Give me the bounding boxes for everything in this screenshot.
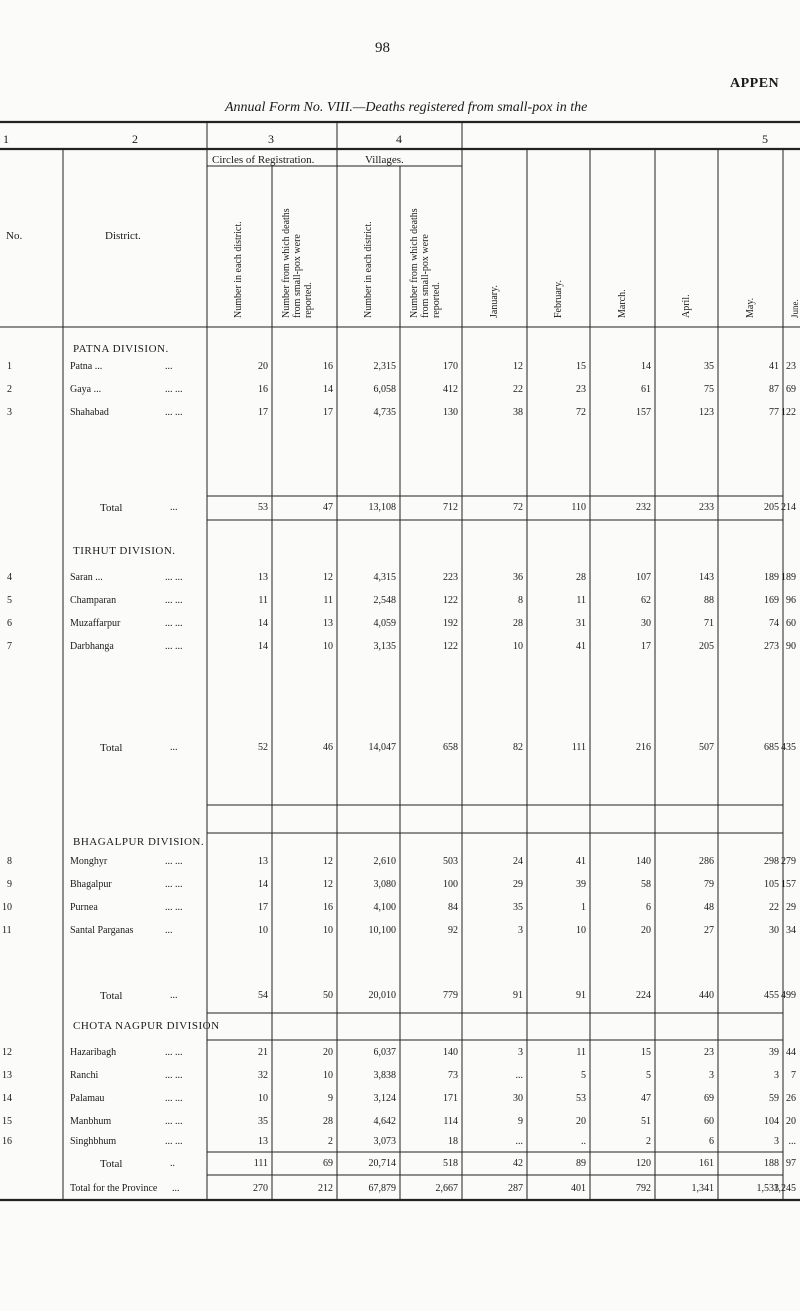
table-cell: 53 (576, 1093, 586, 1104)
total-cell: 518 (443, 1158, 458, 1169)
grand-total-cell: 1,533 (756, 1183, 779, 1194)
table-cell: 10 (323, 925, 333, 936)
header-june: June. (790, 299, 800, 318)
leader-dots: ... ... (165, 595, 183, 606)
table-cell: 122 (443, 641, 458, 652)
division-title: CHOTA NAGPUR DIVISION (73, 1020, 220, 1032)
table-cell: 35 (513, 902, 523, 913)
total-cell: 440 (699, 990, 714, 1001)
table-cell: 88 (704, 595, 714, 606)
table-cell: 13 (258, 572, 268, 583)
total-label: Total (100, 742, 123, 754)
table-cell: 71 (704, 618, 714, 629)
district-name: Saran ... (70, 572, 103, 583)
table-cell: 1 (581, 902, 586, 913)
table-cell: 3,135 (373, 641, 396, 652)
page-number: 98 (375, 40, 390, 56)
table-cell: 6 (709, 1136, 714, 1147)
total-label: Total (100, 502, 123, 514)
table-cell: 34 (786, 925, 796, 936)
table-cell: 104 (764, 1116, 779, 1127)
table-cell: 11 (576, 595, 586, 606)
row-number: 11 (2, 925, 12, 936)
row-number: 2 (7, 384, 12, 395)
total-cell: 97 (786, 1158, 796, 1169)
table-cell: 39 (576, 879, 586, 890)
table-cell: 14 (258, 641, 268, 652)
grand-total-cell: 792 (636, 1183, 651, 1194)
leader-dots: ... ... (165, 1070, 183, 1081)
total-cell: 111 (571, 742, 586, 753)
total-cell: 205 (764, 502, 779, 513)
table-cell: 28 (513, 618, 523, 629)
district-name: Bhagalpur (70, 879, 112, 890)
total-cell: 111 (253, 1158, 268, 1169)
column-number: 4 (396, 132, 402, 146)
total-cell: 89 (576, 1158, 586, 1169)
leader-dots: ... ... (165, 1093, 183, 1104)
table-cell: 100 (443, 879, 458, 890)
leader-dots: ... ... (165, 641, 183, 652)
table-cell: 170 (443, 361, 458, 372)
table-cell: 16 (323, 361, 333, 372)
leader-dots: ... ... (165, 572, 183, 583)
header-january: January. (489, 285, 500, 318)
appendix-heading: APPEN (730, 76, 780, 91)
table-cell: 140 (636, 856, 651, 867)
leader-dots: ... (170, 990, 178, 1001)
table-cell: 17 (258, 407, 268, 418)
table-cell: 6,037 (373, 1047, 396, 1058)
table-cell: 12 (323, 879, 333, 890)
table-cell: 39 (769, 1047, 779, 1058)
total-cell: 161 (699, 1158, 714, 1169)
district-name: Gaya ... (70, 384, 102, 395)
division-title: TIRHUT DIVISION. (73, 545, 176, 557)
total-cell: 20,714 (368, 1158, 396, 1169)
total-cell: 91 (576, 990, 586, 1001)
table-cell: 23 (576, 384, 586, 395)
table-cell: 35 (258, 1116, 268, 1127)
table-cell: 22 (513, 384, 523, 395)
row-number: 5 (7, 595, 12, 606)
column-number: 3 (268, 132, 274, 146)
leader-dots: ... ... (165, 879, 183, 890)
row-number: 16 (2, 1136, 12, 1147)
district-name: Patna ... (70, 361, 103, 372)
total-cell: 712 (443, 502, 458, 513)
table-cell: 22 (769, 902, 779, 913)
total-cell: 658 (443, 742, 458, 753)
grand-total-cell: 270 (253, 1183, 268, 1194)
total-cell: 42 (513, 1158, 523, 1169)
total-cell: 233 (699, 502, 714, 513)
table-cell: ... (788, 1136, 796, 1147)
leader-dots: ... (172, 1183, 180, 1194)
table-cell: 41 (576, 641, 586, 652)
table-cell: 10 (258, 925, 268, 936)
total-cell: 54 (258, 990, 268, 1001)
table-cell: 503 (443, 856, 458, 867)
district-name: Muzaffarpur (70, 618, 121, 629)
total-cell: 455 (764, 990, 779, 1001)
table-cell: 105 (764, 879, 779, 890)
table-cell: 28 (576, 572, 586, 583)
total-cell: 110 (571, 502, 586, 513)
row-number: 7 (7, 641, 12, 652)
total-cell: 779 (443, 990, 458, 1001)
table-cell: 38 (513, 407, 523, 418)
table-cell: 3,080 (373, 879, 396, 890)
table-cell: 10 (258, 1093, 268, 1104)
table-cell: 62 (641, 595, 651, 606)
header-villages: Villages. (365, 154, 404, 166)
row-number: 13 (2, 1070, 12, 1081)
grand-total-cell: 67,879 (368, 1183, 396, 1194)
table-cell: 2 (646, 1136, 651, 1147)
column-number: 5 (762, 132, 768, 146)
table-cell: 13 (258, 856, 268, 867)
table-cell: 5 (581, 1070, 586, 1081)
table-cell: 61 (641, 384, 651, 395)
table-cell: 12 (323, 572, 333, 583)
table-cell: 73 (448, 1070, 458, 1081)
row-number: 10 (2, 902, 12, 913)
table-cell: 69 (704, 1093, 714, 1104)
district-name: Palamau (70, 1093, 105, 1104)
table-cell: 4,735 (373, 407, 396, 418)
header-villages-deaths: Number from which deaths from small-pox were reported. (409, 208, 442, 318)
table-cell: 223 (443, 572, 458, 583)
header-may: May. (745, 297, 756, 318)
table-cell: 122 (781, 407, 796, 418)
total-cell: 685 (764, 742, 779, 753)
table-cell: 5 (646, 1070, 651, 1081)
leader-dots: ... (170, 502, 178, 513)
table-cell: 30 (641, 618, 651, 629)
table-cell: 3,073 (373, 1136, 396, 1147)
header-circles-deaths: Number from which deaths from small-pox were reported. (281, 208, 314, 318)
table-cell: 123 (699, 407, 714, 418)
leader-dots: ... (165, 925, 173, 936)
table-cell: 27 (704, 925, 714, 936)
table-cell: 96 (786, 595, 796, 606)
form-title: Annual Form No. VIII.—Deaths registered from small-pox in the (225, 100, 588, 115)
total-cell: 120 (636, 1158, 651, 1169)
division-title: PATNA DIVISION. (73, 343, 169, 355)
district-name: Ranchi (70, 1070, 99, 1081)
table-cell: 29 (786, 902, 796, 913)
table-cell: 28 (323, 1116, 333, 1127)
table-cell: 41 (576, 856, 586, 867)
table-cell: 6,058 (373, 384, 396, 395)
table-cell: 75 (704, 384, 714, 395)
table-cell: 20 (786, 1116, 796, 1127)
table-cell: 18 (448, 1136, 458, 1147)
table-cell: 122 (443, 595, 458, 606)
total-cell: 232 (636, 502, 651, 513)
table-cell: 92 (448, 925, 458, 936)
table-cell: 77 (769, 407, 779, 418)
table-cell: 16 (323, 902, 333, 913)
table-cell: 14 (323, 384, 333, 395)
grand-total-cell: 401 (571, 1183, 586, 1194)
total-cell: 224 (636, 990, 651, 1001)
table-cell: 60 (786, 618, 796, 629)
row-number: 12 (2, 1047, 12, 1058)
table-cell: 21 (258, 1047, 268, 1058)
table-cell: 412 (443, 384, 458, 395)
table-cell: 9 (328, 1093, 333, 1104)
table-cell: 10 (576, 925, 586, 936)
table-cell: 3 (709, 1070, 714, 1081)
division-title: BHAGALPUR DIVISION. (73, 836, 205, 848)
table-cell: 143 (699, 572, 714, 583)
table-cell: 7 (791, 1070, 796, 1081)
table-cell: 3,838 (373, 1070, 396, 1081)
table-cell: 90 (786, 641, 796, 652)
table-cell: 2,610 (373, 856, 396, 867)
total-cell: 53 (258, 502, 268, 513)
table-cell: 20 (258, 361, 268, 372)
table-cell: 130 (443, 407, 458, 418)
leader-dots: ... ... (165, 384, 183, 395)
grand-total-label: Total for the Province (70, 1183, 158, 1194)
table-cell: 273 (764, 641, 779, 652)
district-name: Hazaribagh (70, 1047, 117, 1058)
table-cell: 192 (443, 618, 458, 629)
table-cell: 11 (323, 595, 333, 606)
table-cell: 16 (258, 384, 268, 395)
leader-dots: ... ... (165, 1116, 183, 1127)
header-circles: Circles of Registration. (212, 154, 315, 166)
grand-total-cell: 212 (318, 1183, 333, 1194)
total-label: Total (100, 990, 123, 1002)
total-cell: 72 (513, 502, 523, 513)
column-number: 1 (3, 132, 9, 146)
table-cell: 279 (781, 856, 796, 867)
table-cell: 298 (764, 856, 779, 867)
district-name: Manbhum (70, 1116, 112, 1127)
total-cell: 214 (781, 502, 796, 513)
header-february: February. (553, 280, 564, 318)
table-cell: 69 (786, 384, 796, 395)
table-cell: 107 (636, 572, 651, 583)
table-cell: 140 (443, 1047, 458, 1058)
table-cell: 9 (518, 1116, 523, 1127)
table-cell: 2,315 (373, 361, 396, 372)
district-name: Shahabad (70, 407, 109, 418)
leader-dots: ... ... (165, 618, 183, 629)
table-cell: 205 (699, 641, 714, 652)
leader-dots: ... ... (165, 1047, 183, 1058)
total-cell: 20,010 (368, 990, 396, 1001)
total-cell: 91 (513, 990, 523, 1001)
table-cell: 15 (576, 361, 586, 372)
total-cell: 82 (513, 742, 523, 753)
table-cell: 26 (786, 1093, 796, 1104)
table-cell: 171 (443, 1093, 458, 1104)
total-cell: 52 (258, 742, 268, 753)
table-cell: 29 (513, 879, 523, 890)
district-name: Singhbhum (70, 1136, 117, 1147)
row-number: 3 (7, 407, 12, 418)
table-cell: 32 (258, 1070, 268, 1081)
table-cell: 17 (641, 641, 651, 652)
table-cell: 157 (636, 407, 651, 418)
table-cell: 35 (704, 361, 714, 372)
table-cell: 48 (704, 902, 714, 913)
table-cell: 10 (323, 1070, 333, 1081)
table-cell: 13 (323, 618, 333, 629)
table-cell: 84 (448, 902, 458, 913)
column-number: 2 (132, 132, 138, 146)
district-name: Santal Parganas (70, 925, 134, 936)
table-cell: 36 (513, 572, 523, 583)
total-cell: 499 (781, 990, 796, 1001)
row-number: 8 (7, 856, 12, 867)
table-cell: 12 (323, 856, 333, 867)
table-cell: 30 (769, 925, 779, 936)
total-cell: 50 (323, 990, 333, 1001)
table-cell: 2 (328, 1136, 333, 1147)
total-label: Total (100, 1158, 123, 1170)
grand-total-cell: 1,341 (691, 1183, 714, 1194)
table-cell: 14 (258, 618, 268, 629)
table-cell: 3,124 (373, 1093, 396, 1104)
table-cell: 20 (576, 1116, 586, 1127)
table-cell: 10,100 (368, 925, 396, 936)
district-name: Champaran (70, 595, 117, 606)
total-cell: 46 (323, 742, 333, 753)
table-cell: 51 (641, 1116, 651, 1127)
table-cell: 286 (699, 856, 714, 867)
table-cell: 4,315 (373, 572, 396, 583)
table-cell: 189 (781, 572, 796, 583)
total-cell: 47 (323, 502, 333, 513)
row-number: 6 (7, 618, 12, 629)
table-cell: 24 (513, 856, 523, 867)
table-cell: 87 (769, 384, 779, 395)
district-name: Darbhanga (70, 641, 114, 652)
table-cell: 13 (258, 1136, 268, 1147)
table-cell: 41 (769, 361, 779, 372)
header-villages-total: Number in each district. (363, 221, 374, 318)
table-cell: 31 (576, 618, 586, 629)
total-cell: 507 (699, 742, 714, 753)
table-cell: 189 (764, 572, 779, 583)
table-cell: 14 (641, 361, 651, 372)
table-cell: 4,100 (373, 902, 396, 913)
leader-dots: ... (170, 742, 178, 753)
row-number: 1 (7, 361, 12, 372)
row-number: 15 (2, 1116, 12, 1127)
table-cell: 15 (641, 1047, 651, 1058)
table-cell: 58 (641, 879, 651, 890)
header-district: District. (105, 230, 141, 242)
district-name: Monghyr (70, 856, 108, 867)
table-cell: 72 (576, 407, 586, 418)
table-cell: 2,548 (373, 595, 396, 606)
row-number: 4 (7, 572, 12, 583)
leader-dots: .. (170, 1158, 175, 1169)
table-cell: 20 (641, 925, 651, 936)
table-cell: 11 (258, 595, 268, 606)
table-cell: 11 (576, 1047, 586, 1058)
table-cell: 47 (641, 1093, 651, 1104)
leader-dots: ... (165, 361, 173, 372)
table-cell: 3 (518, 1047, 523, 1058)
total-cell: 435 (781, 742, 796, 753)
table-cell: 23 (786, 361, 796, 372)
table-cell: 3 (774, 1070, 779, 1081)
leader-dots: ... ... (165, 856, 183, 867)
table-cell: 157 (781, 879, 796, 890)
table-cell: 23 (704, 1047, 714, 1058)
row-number: 14 (2, 1093, 12, 1104)
leader-dots: ... ... (165, 1136, 183, 1147)
grand-total-cell: 2,667 (435, 1183, 458, 1194)
table-cell: 44 (786, 1047, 796, 1058)
table-cell: 17 (323, 407, 333, 418)
header-april: April. (681, 294, 692, 318)
table-cell: 60 (704, 1116, 714, 1127)
table-cell: 4,642 (373, 1116, 396, 1127)
table-cell: 30 (513, 1093, 523, 1104)
total-cell: 69 (323, 1158, 333, 1169)
table-cell: ... (515, 1070, 523, 1081)
table-cell: 3 (774, 1136, 779, 1147)
table-cell: 74 (769, 618, 779, 629)
table-cell: 59 (769, 1093, 779, 1104)
header-circles-total: Number in each district. (233, 221, 244, 318)
total-cell: 13,108 (368, 502, 396, 513)
table-cell: 6 (646, 902, 651, 913)
total-cell: 216 (636, 742, 651, 753)
table-cell: 3 (518, 925, 523, 936)
leader-dots: ... ... (165, 902, 183, 913)
total-cell: 188 (764, 1158, 779, 1169)
table-cell: 10 (513, 641, 523, 652)
leader-dots: ... ... (165, 407, 183, 418)
district-name: Purnea (70, 902, 98, 913)
table-cell: .. (581, 1136, 586, 1147)
grand-total-cell: 1,245 (773, 1183, 796, 1194)
table-cell: 12 (513, 361, 523, 372)
table-cell: 10 (323, 641, 333, 652)
table-cell: 79 (704, 879, 714, 890)
table-cell: 8 (518, 595, 523, 606)
row-number: 9 (7, 879, 12, 890)
table-cell: 169 (764, 595, 779, 606)
total-cell: 14,047 (368, 742, 396, 753)
table-cell: 20 (323, 1047, 333, 1058)
header-march: March. (617, 289, 628, 318)
table-cell: ... (515, 1136, 523, 1147)
header-no: No. (6, 230, 23, 242)
grand-total-cell: 287 (508, 1183, 523, 1194)
table-cell: 14 (258, 879, 268, 890)
table-cell: 4,059 (373, 618, 396, 629)
table-cell: 114 (443, 1116, 458, 1127)
table-cell: 17 (258, 902, 268, 913)
